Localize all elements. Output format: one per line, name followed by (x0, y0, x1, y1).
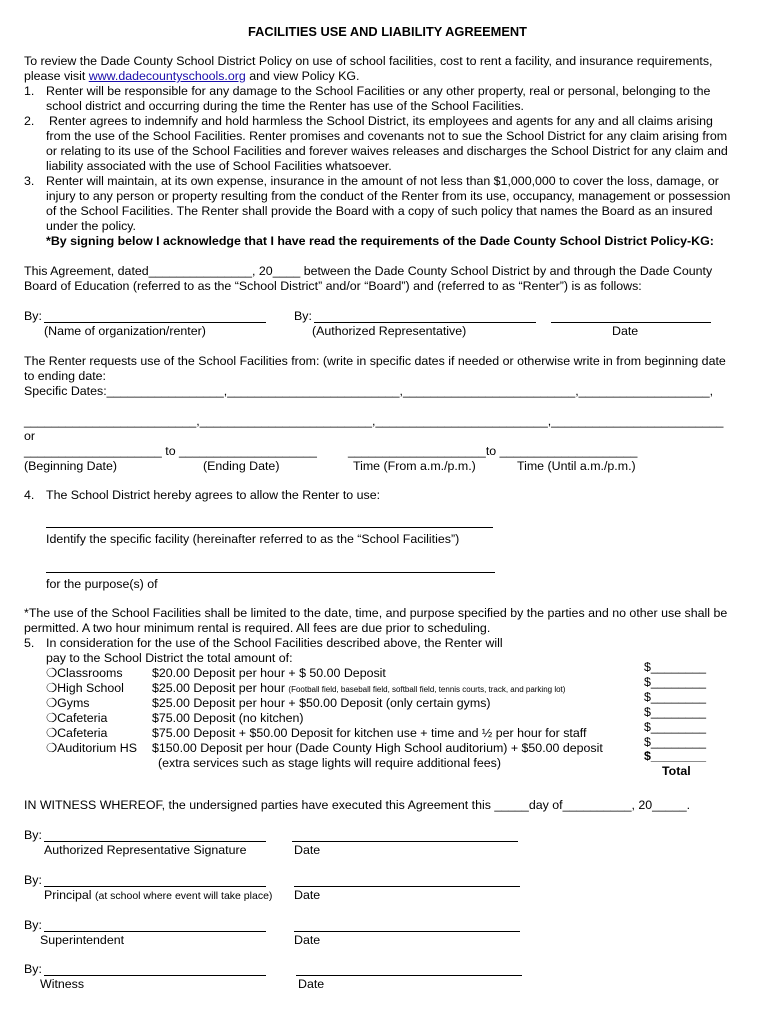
purpose-field-line[interactable] (46, 572, 495, 573)
fee-description: $75.00 Deposit + $50.00 Deposit for kitchen use + time and ½ per hour for staff (152, 726, 587, 740)
superintendent-signature-line[interactable] (44, 931, 266, 932)
amount-field[interactable]: $________ (644, 690, 707, 704)
policy-link[interactable]: www.dadecountyschools.org (88, 69, 246, 83)
limits-line-1: *The use of the School Facilities shall be limited to the date, time, and purpose specified by the parties and no other use shall be (24, 606, 728, 620)
by-label: By: (24, 918, 42, 932)
rep-signature-line[interactable] (314, 322, 536, 323)
fee-option-checkbox[interactable]: ❍Gyms (46, 696, 90, 710)
item-5-line-1: In consideration for the use of the School Facilities described above, the Renter will (46, 636, 503, 650)
total-label: Total (662, 764, 691, 778)
item-2-line: from the use of the School Facilities. Renter promises and covenants not to sue the School District for any claim arising from (46, 129, 728, 143)
amount-field[interactable]: $________ (644, 705, 707, 719)
amount-field[interactable]: $________ (644, 660, 707, 674)
date-label: Date (294, 888, 321, 902)
item-2-line: Renter agrees to indemnify and hold harmless the School District, its employees and agents for any and all claims arising (49, 114, 713, 128)
item-3-line: under the policy. (46, 219, 137, 233)
specific-dates-field[interactable]: Specific Dates:_________________,_________________________,_________________________,___________________, (24, 384, 714, 398)
item-number: 3. (24, 174, 35, 188)
time-until-label: Time (Until a.m./p.m.) (517, 459, 636, 473)
item-5-line-2: pay to the School District the total amount of: (46, 651, 293, 665)
principal-signature-line[interactable] (44, 886, 266, 887)
fee-description: $150.00 Deposit per hour (Dade County High School auditorium) + $50.00 deposit (152, 741, 603, 755)
by-label: By: (294, 309, 312, 323)
page-title: FACILITIES USE AND LIABILITY AGREEMENT (248, 24, 527, 39)
amount-field[interactable]: $________ (644, 675, 707, 689)
facility-field-line[interactable] (46, 527, 493, 528)
item-3-line: of the School Facilities. The Renter shall provide the Board with a copy of such policy that names the Board as an insured (46, 204, 713, 218)
fee-option-checkbox[interactable]: ❍Cafeteria (46, 726, 108, 740)
date-range-field[interactable]: ____________________ to ____________________ (24, 444, 317, 458)
item-3-line: Renter will maintain, at its own expense, insurance in the amount of not less than $1,000,000 to cover the loss, damage, or (46, 174, 719, 188)
item-number: 5. (24, 636, 35, 650)
org-label: (Name of organization/renter) (44, 324, 206, 338)
witness-date-line[interactable] (296, 975, 522, 976)
limits-line-2: permitted. A two hour minimum rental is required. All fees are due prior to scheduling. (24, 621, 491, 635)
intro-line-1: To review the Dade County School District Policy on use of school facilities, cost to rent a facility, and insurance requirements, (24, 54, 713, 68)
specific-dates-row-2[interactable]: _________________________,_________________________,_________________________,_________________________ (24, 414, 724, 428)
item-3-line: injury to any person or property resulting from the conduct of the Renter from its use, occupancy, management or possession (46, 189, 731, 203)
date-label: Date (298, 977, 325, 991)
item-1-line: Renter will be responsible for any damage to the School Facilities or any other property, real or personal, belonging to the (46, 84, 711, 98)
beginning-date-label: (Beginning Date) (24, 459, 117, 473)
fee-description: $25.00 Deposit per hour (Football field, baseball field, softball field, tennis courts, track, and parking lot) (152, 681, 566, 695)
superintendent-date-line[interactable] (294, 931, 520, 932)
by-label: By: (24, 873, 42, 887)
time-from-label: Time (From a.m./p.m.) (353, 459, 476, 473)
rep-label: (Authorized Representative) (312, 324, 467, 338)
fee-note: (Football field, baseball field, softball field, tennis courts, track, and parking lot) (288, 685, 566, 694)
amount-field[interactable]: $________ (644, 720, 707, 734)
rep-date-line[interactable] (292, 841, 518, 842)
rep-signature-line[interactable] (44, 841, 266, 842)
fees-extra-note: (extra services such as stage lights will require additional fees) (158, 756, 501, 770)
item-number: 4. (24, 488, 35, 502)
item-2-line: liability associated with the use of School Facilities whatsoever. (46, 159, 392, 173)
facility-label: Identify the specific facility (hereinafter referred to as the “School Facilities”) (46, 532, 460, 546)
by-label: By: (24, 309, 42, 323)
fee-option-checkbox[interactable]: ❍Auditorium HS (46, 741, 137, 755)
witness-signature-line[interactable] (44, 975, 266, 976)
item-number: 2. (24, 114, 35, 128)
witness-label: Witness (40, 977, 85, 991)
principal-label: Principal (at school where event will take place) (44, 888, 273, 902)
purpose-label: for the purpose(s) of (46, 577, 158, 591)
ending-date-label: (Ending Date) (203, 459, 280, 473)
amount-field[interactable]: $________ (644, 735, 707, 749)
agreement-line-2: Board of Education (referred to as the “School District” and/or “Board”) and (referred to as “Renter”) is as follows: (24, 279, 642, 293)
date-signature-line[interactable] (551, 322, 711, 323)
item-2-line: or relating to its use of the School Facilities and forever waives releases and discharges the School District for any claim and (46, 144, 728, 158)
rep-signature-label: Authorized Representative Signature (44, 843, 247, 857)
fee-description: $20.00 Deposit per hour + $ 50.00 Deposit (152, 666, 386, 680)
date-label: Date (294, 843, 321, 857)
by-label: By: (24, 828, 42, 842)
fee-description: $25.00 Deposit per hour + $50.00 Deposit (only certain gyms) (152, 696, 491, 710)
item-number: 1. (24, 84, 35, 98)
intro-line-2: please visit www.dadecountyschools.org and view Policy KG. (24, 69, 360, 83)
item-4-text: The School District hereby agrees to allow the Renter to use: (46, 488, 381, 502)
item-1-line: school district and occurring during the time the Renter has use of the School Facilities. (46, 99, 524, 113)
total-amount-field[interactable]: $________ (644, 749, 707, 763)
agreement-line-1: This Agreement, dated_______________, 20____ between the Dade County School District by and through the Dade County (24, 264, 713, 278)
or-label: or (24, 429, 36, 443)
fee-option-checkbox[interactable]: ❍Classrooms (46, 666, 123, 680)
by-label: By: (24, 962, 42, 976)
fee-option-checkbox[interactable]: ❍High School (46, 681, 124, 695)
request-line-1: The Renter requests use of the School Facilities from: (write in specific dates if needed or otherwise write in from beginning date (24, 354, 726, 368)
date-label: Date (294, 933, 321, 947)
witness-statement: IN WITNESS WHEREOF, the undersigned parties have executed this Agreement this _____day of__________, 20_____. (24, 798, 691, 812)
date-label: Date (612, 324, 639, 338)
fee-option-checkbox[interactable]: ❍Cafeteria (46, 711, 108, 725)
request-line-2: to ending date: (24, 369, 106, 383)
superintendent-label: Superintendent (40, 933, 125, 947)
fee-description: $75.00 Deposit (no kitchen) (152, 711, 304, 725)
principal-date-line[interactable] (294, 886, 520, 887)
org-signature-line[interactable] (44, 322, 266, 323)
time-range-field[interactable]: ____________________to ____________________ (348, 444, 638, 458)
acknowledgement: *By signing below I acknowledge that I have read the requirements of the Dade County School District Policy-KG: (46, 234, 714, 248)
